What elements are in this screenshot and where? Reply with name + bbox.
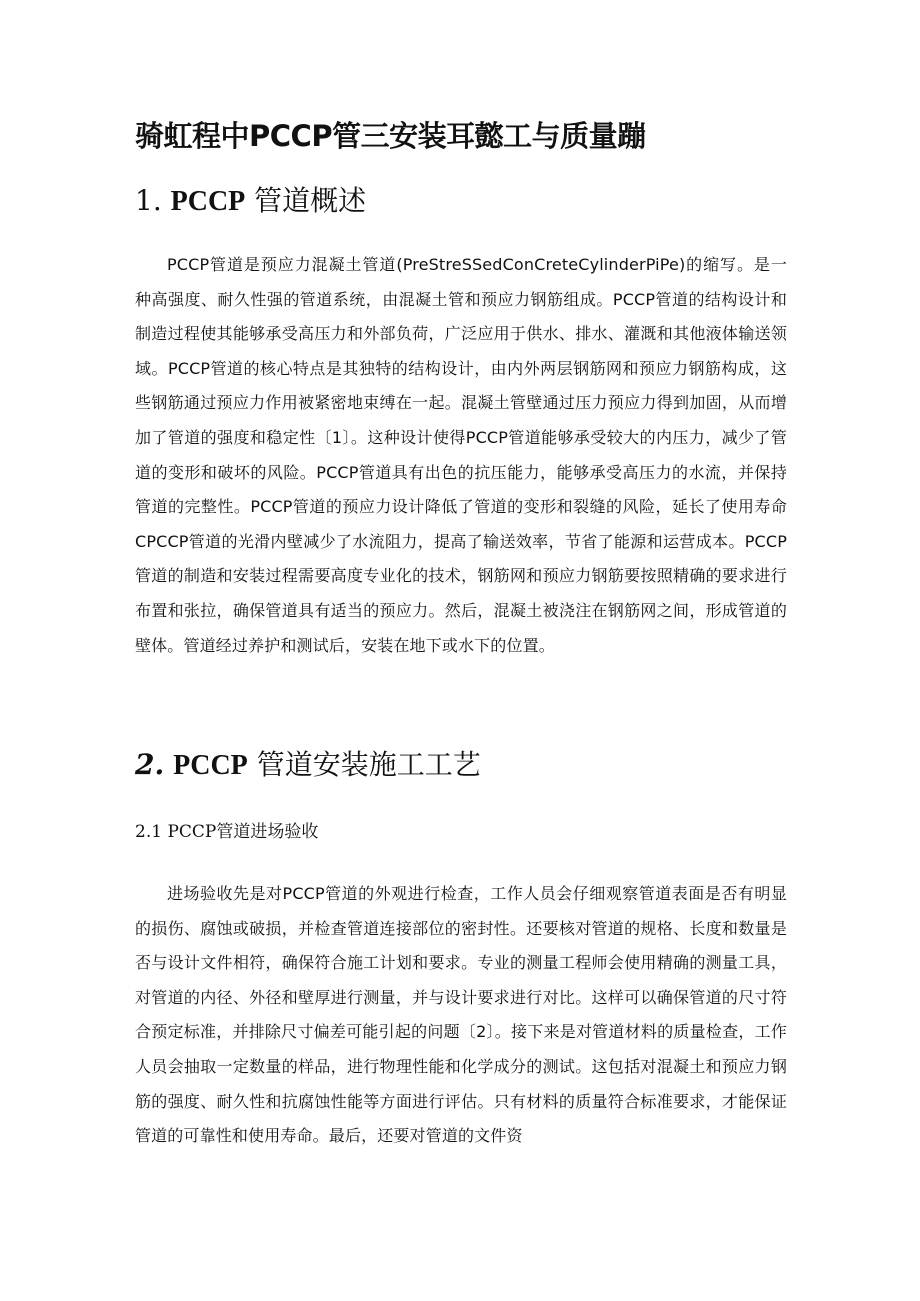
section-1-heading-latin: PCCP [170, 186, 246, 217]
document-title: 骑虹程中PCCP管三安装耳懿工与质量蹦 [135, 119, 646, 153]
section-1-heading [135, 181, 366, 222]
section-2-heading-text: 管道安装施工工艺 [247, 748, 481, 781]
section-1-paragraph: PCCP管道是预应力混凝土管道(PreStreSSedConCreteCylinderPiPe)的缩写。是一种高强度、耐久性强的管道系统，由混凝土管和预应力钢筋组成。PCCP管道的结构设计和制造过程使其能够承受高压力和外部负荷，广泛应用于供水、排水、灌溉和其他液体输送领域。PCCP管道的核心特点是其独特的结构设计，由内外两层钢筋网和预应力钢筋构成，这些钢筋通过预应力作用被紧密地束缚在一起。混凝土管壁通过压力预应力得到加固，从而增加了管道的强度和稳定性〔1〕。这种设计使得PCCP管道能够承受较大的内压力，减少了管道的变形和破坏的风险。PCCP管道具有出色的抗压能力，能够承受高压力的水流，并保持管道的完整性。PCCP管道的预应力设计降低了管道的变形和裂缝的风险，延长了使用寿命CPCCP管道的光滑内壁减少了水流阻力，提高了输送效率，节省了能源和运营成本。PCCP管道的制造和安装过程需要高度专业化的技术，钢筋网和预应力钢筋要按照精确的要求进行布置和张拉，确保管道具有适当的预应力。然后，混凝土被浇注在钢筋网之间，形成管道的壁体。管道经过养护和测试后，安装在地下或水下的位置。 [135, 255, 787, 655]
section-2-heading [135, 745, 481, 786]
subsection-2-1-heading: 2.1 PCCP管道进场验收 [135, 822, 319, 842]
section-2-number: 2. [135, 748, 165, 781]
subsection-2-1-paragraph: 进场验收先是对PCCP管道的外观进行检查，工作人员会仔细观察管道表面是否有明显的损伤、腐蚀或破损，并检查管道连接部位的密封性。还要核对管道的规格、长度和数量是否与设计文件相符，确保符合施工计划和要求。专业的测量工程师会使用精确的测量工具，对管道的内径、外径和壁厚进行测量，并与设计要求进行对比。这样可以确保管道的尺寸符合预定标准，并排除尺寸偏差可能引起的问题〔2〕。接下来是对管道材料的质量检查，工作人员会抽取一定数量的样品，进行物理性能和化学成分的测试。这包括对混凝土和预应力钢筋的强度、耐久性和抗腐蚀性能等方面进行评估。只有材料的质量符合标准要求，才能保证管道的可靠性和使用寿命。最后，还要对管道的文件资 [135, 884, 787, 1146]
section-1-number: 1. [135, 184, 162, 217]
section-1-heading-text: 管道概述 [245, 184, 367, 217]
section-2-heading-latin: PCCP [173, 750, 248, 781]
